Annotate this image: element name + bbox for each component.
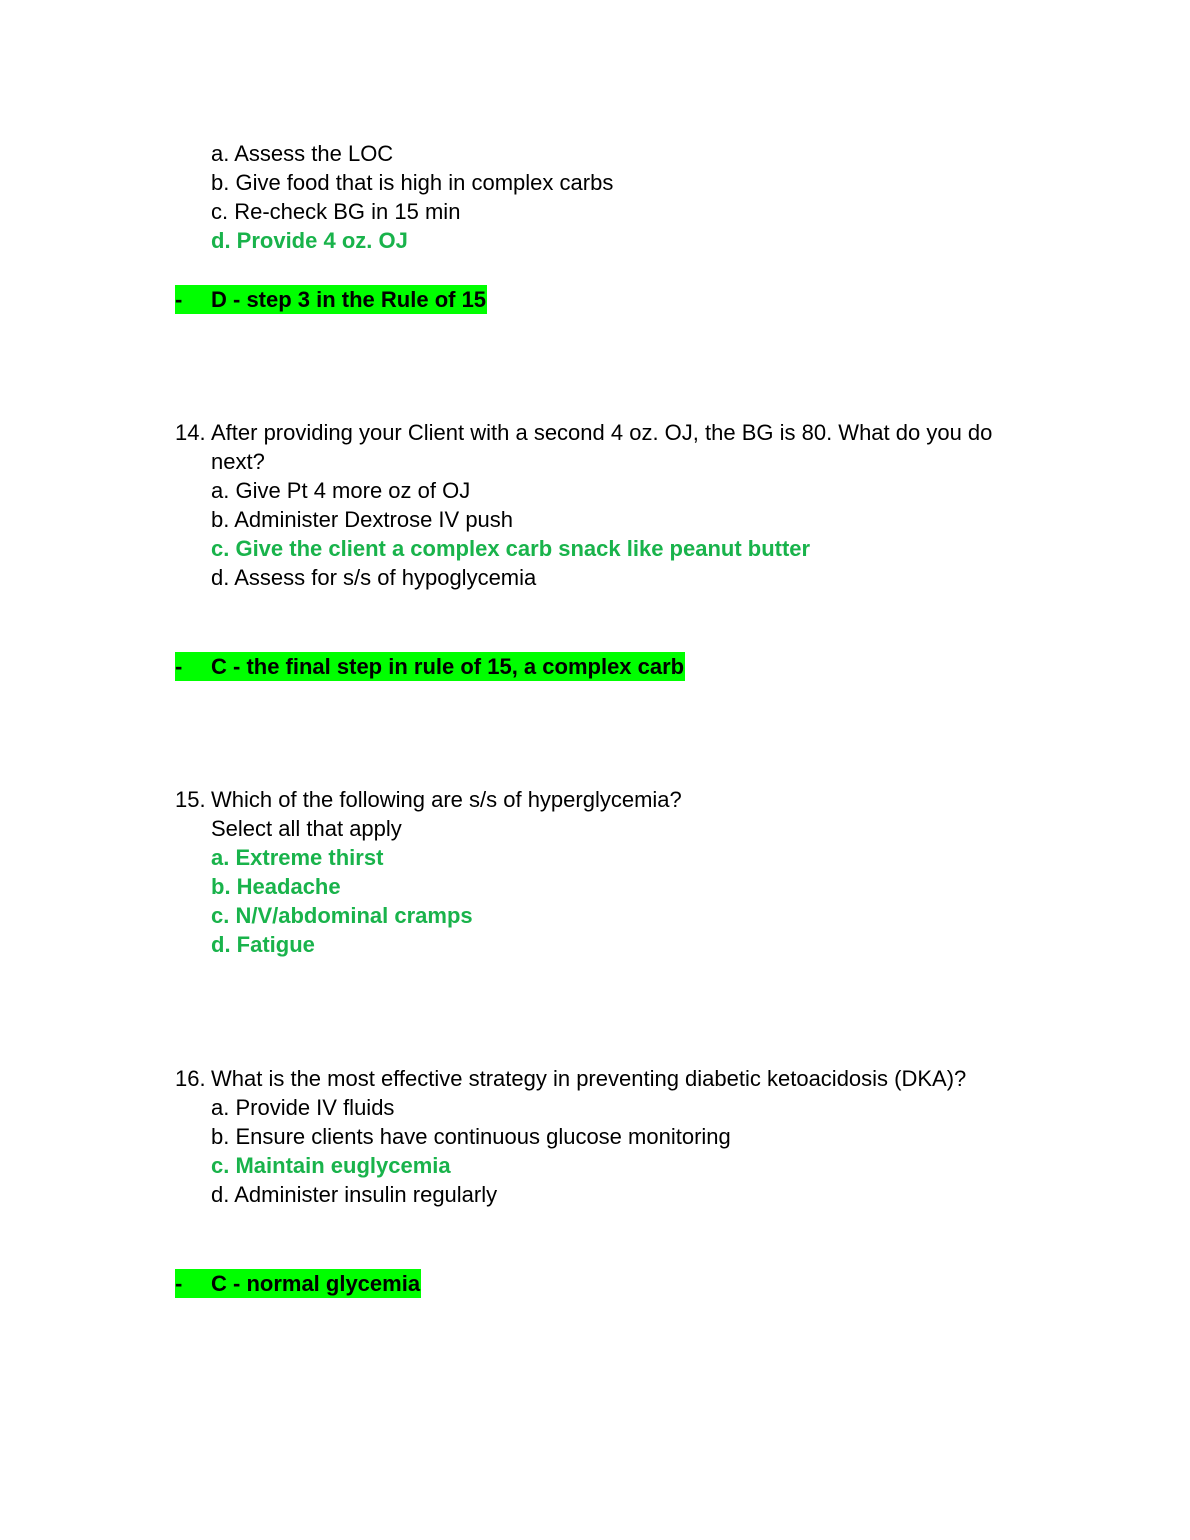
q16-option-b: b. Ensure clients have continuous glucose monitoring	[211, 1124, 731, 1149]
q15-option-c-correct: c. N/V/abdominal cramps	[211, 903, 473, 928]
q15-number: 15.	[175, 787, 206, 812]
q13-option-c: c. Re-check BG in 15 min	[211, 199, 461, 224]
q13-option-a: a. Assess the LOC	[211, 141, 394, 166]
answer-dash: -	[175, 654, 183, 679]
q14-option-c-correct: c. Give the client a complex carb snack like peanut butter	[211, 536, 811, 561]
q14-number: 14.	[175, 420, 206, 445]
q14-option-a: a. Give Pt 4 more oz of OJ	[211, 478, 471, 503]
q15-question-line2: Select all that apply	[211, 816, 402, 841]
answer-dash: -	[175, 287, 183, 312]
q15-question-line1: Which of the following are s/s of hyperglycemia?	[211, 787, 682, 812]
q15-option-a-correct: a. Extreme thirst	[211, 845, 384, 870]
q13-answer-text: D - step 3 in the Rule of 15	[211, 287, 487, 312]
q14-question-line2: next?	[211, 449, 265, 474]
q14-option-b: b. Administer Dextrose IV push	[211, 507, 514, 532]
q13-answer-highlight	[175, 285, 487, 314]
q13-option-b: b. Give food that is high in complex carbs	[211, 170, 614, 195]
q15-option-d-correct: d. Fatigue	[211, 932, 315, 957]
q14-answer-highlight	[175, 652, 685, 681]
q15-option-b-correct: b. Headache	[211, 874, 341, 899]
q13-option-d-correct: d. Provide 4 oz. OJ	[211, 228, 408, 253]
q16-answer-text: C - normal glycemia	[211, 1271, 421, 1296]
answer-dash: -	[175, 1271, 183, 1296]
q16-answer-highlight	[175, 1269, 421, 1298]
q14-option-d: d. Assess for s/s of hypoglycemia	[211, 565, 537, 590]
q14-answer-text: C - the final step in rule of 15, a complex carb	[211, 654, 685, 679]
q14-question-line1: After providing your Client with a second 4 oz. OJ, the BG is 80. What do you do	[211, 420, 993, 445]
q16-option-a: a. Provide IV fluids	[211, 1095, 395, 1120]
q16-option-d: d. Administer insulin regularly	[211, 1182, 498, 1207]
q16-question-line1: What is the most effective strategy in preventing diabetic ketoacidosis (DKA)?	[211, 1066, 967, 1091]
q16-number: 16.	[175, 1066, 206, 1091]
q16-option-c-correct: c. Maintain euglycemia	[211, 1153, 451, 1178]
